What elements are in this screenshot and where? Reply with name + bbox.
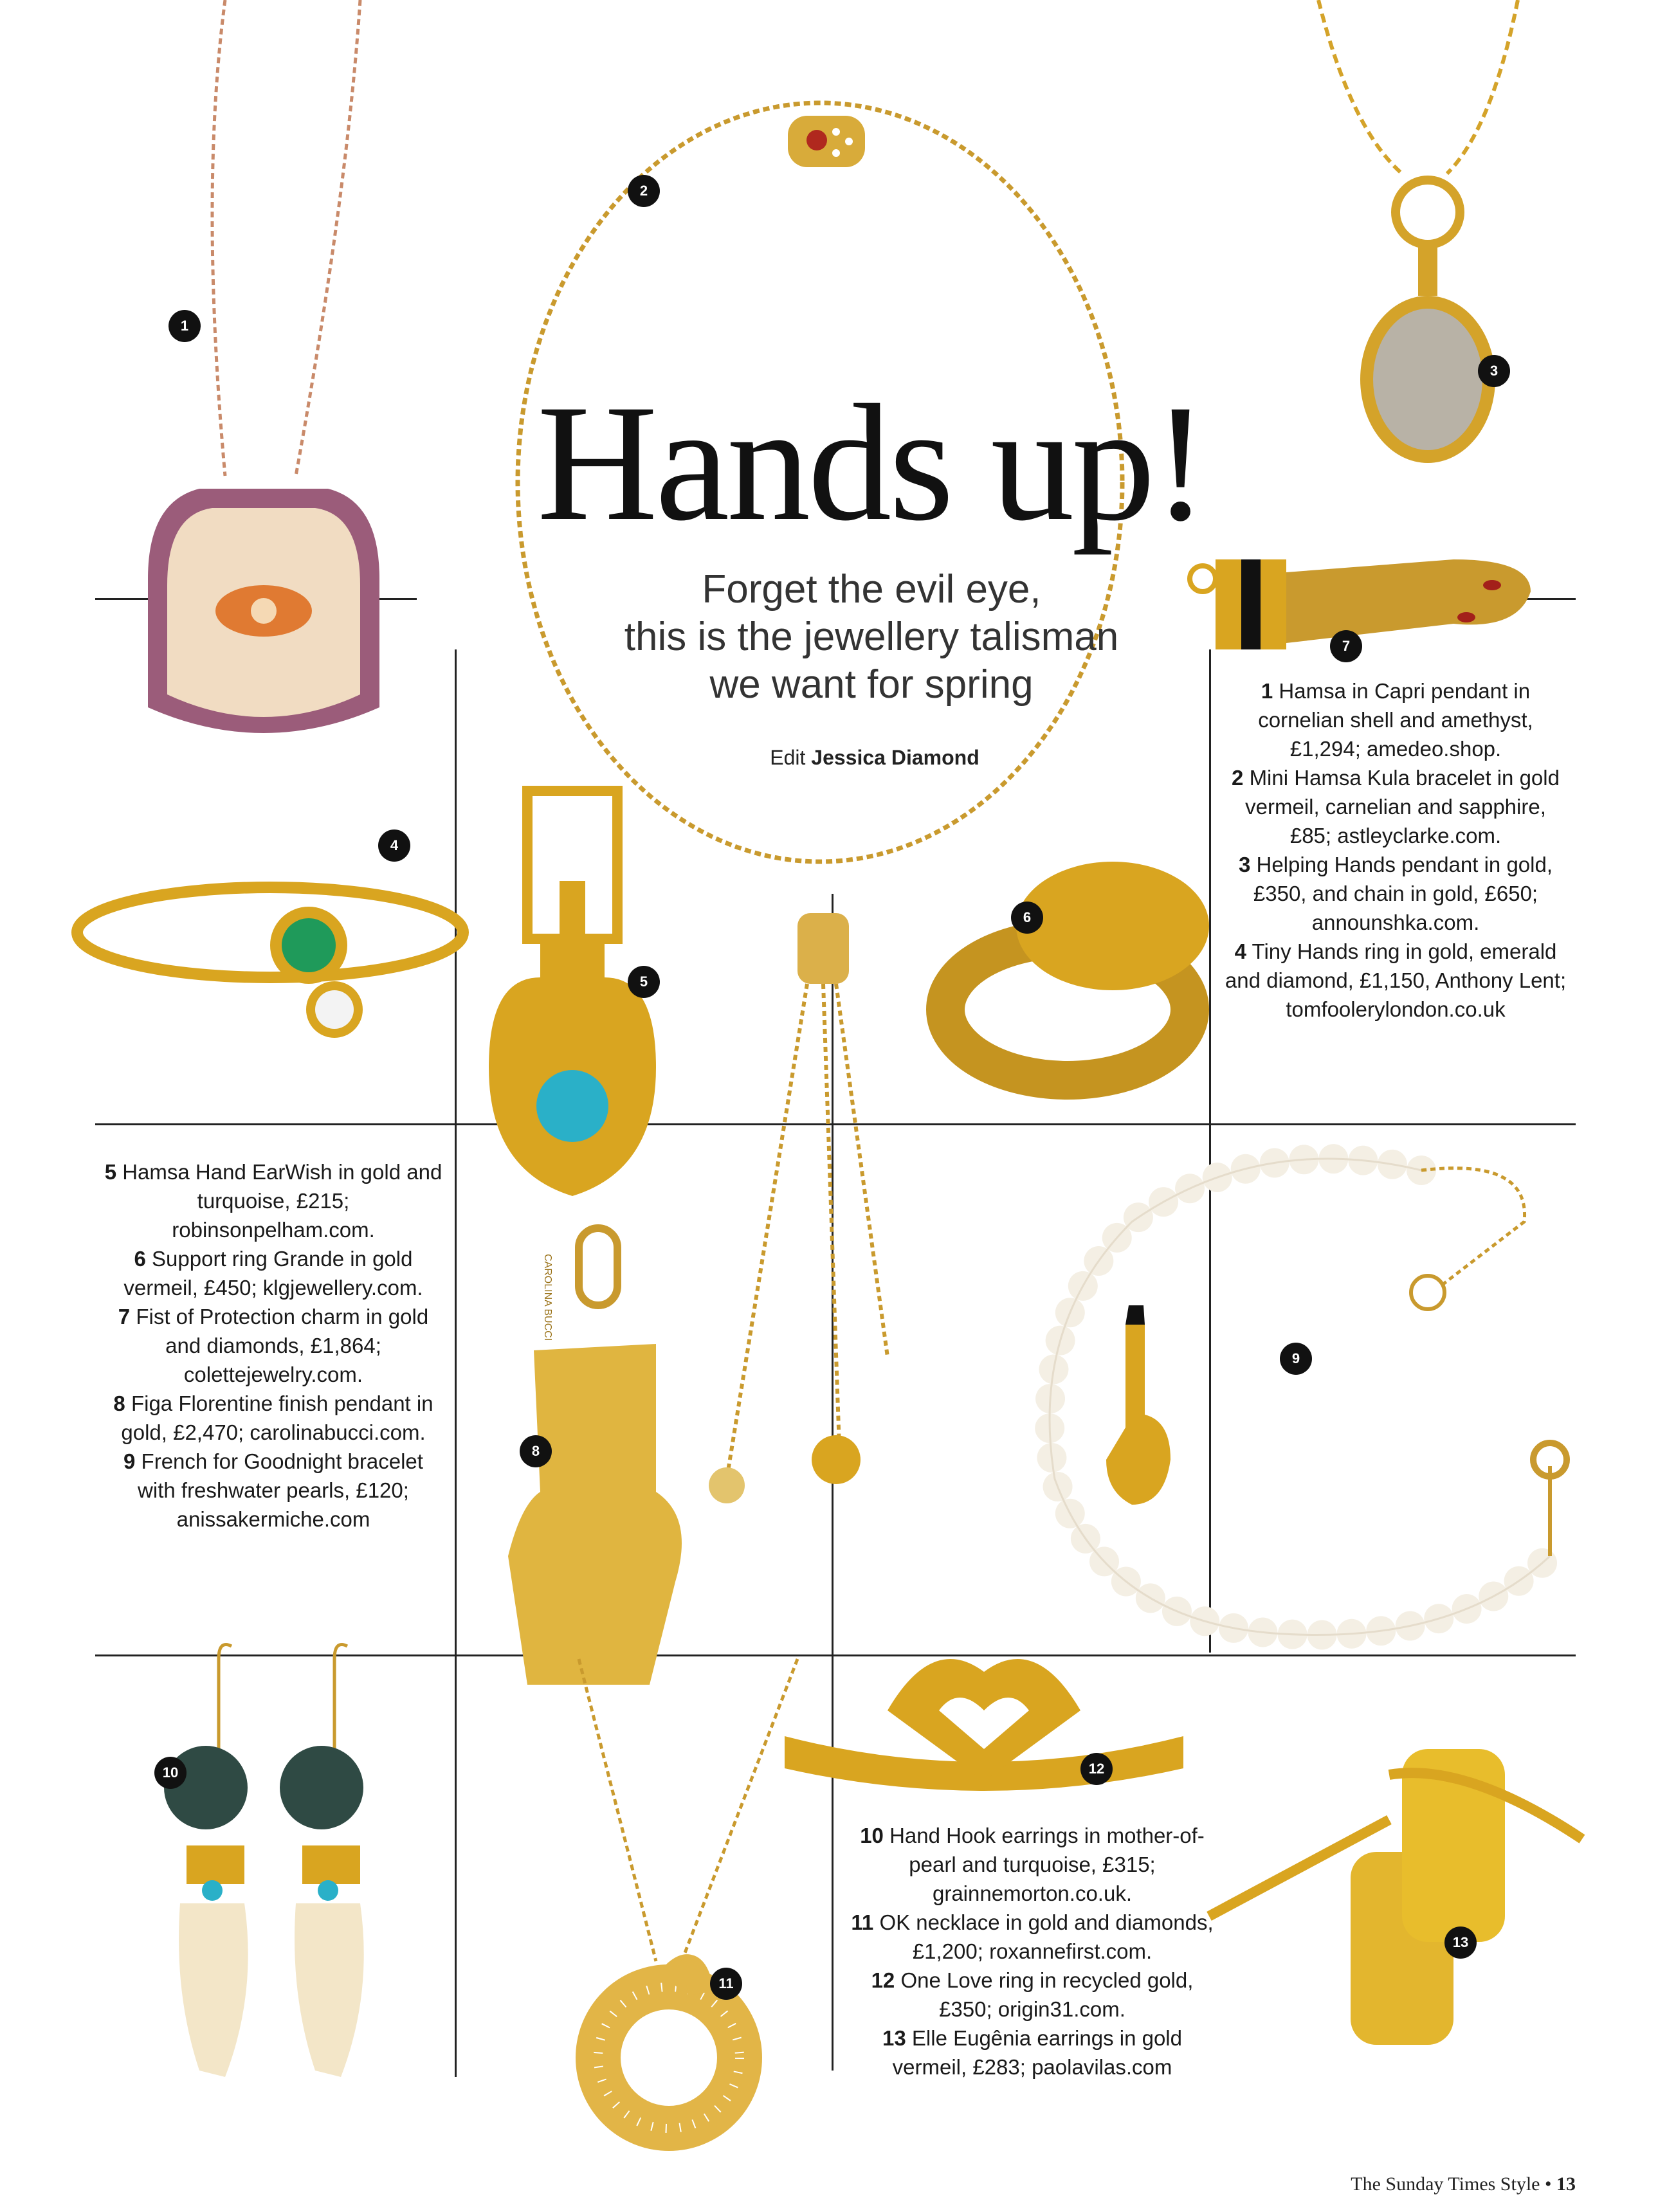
caption-line bbox=[103, 1302, 444, 1389]
page-number: 13 bbox=[1556, 2173, 1576, 2195]
figa-engraving: CAROLINA BUCCI bbox=[542, 1254, 553, 1341]
caption-text: Hamsa Hand EarWish in gold and turquoise, £215; robinsonpelham.com. bbox=[122, 1160, 442, 1242]
item-badge-13: 13 bbox=[1444, 1926, 1477, 1959]
caption-line bbox=[103, 1389, 444, 1447]
caption-line bbox=[103, 1244, 444, 1302]
caption-text: Fist of Protection charm in gold and diamonds, £1,864; colettejewelry.com. bbox=[136, 1305, 429, 1386]
caption-line bbox=[849, 2024, 1216, 2081]
caption-text: Helping Hands pendant in gold, £350, and chain in gold, £650; announshka.com. bbox=[1253, 853, 1553, 934]
byline bbox=[669, 746, 1080, 770]
item-badge-9: 9 bbox=[1280, 1343, 1312, 1375]
item-number: 2 bbox=[1232, 766, 1244, 790]
helping-hands-pendant-image bbox=[1299, 0, 1531, 476]
caption-line bbox=[1222, 763, 1569, 850]
item-number: 1 bbox=[1261, 679, 1273, 703]
caption-top-right bbox=[1222, 676, 1569, 1024]
caption-line bbox=[1222, 676, 1569, 763]
caption-text: OK necklace in gold and diamonds, £1,200; roxannefirst.com. bbox=[879, 1910, 1214, 1963]
item-badge-7: 7 bbox=[1330, 630, 1362, 662]
hamsa-pendant-image bbox=[103, 0, 424, 759]
item-number: 10 bbox=[860, 1824, 884, 1847]
hand-hook-earrings-image bbox=[148, 1633, 405, 2135]
item-badge-11: 11 bbox=[710, 1968, 742, 2000]
standfirst bbox=[527, 566, 1216, 709]
item-number: 11 bbox=[851, 1910, 874, 1934]
item-number: 13 bbox=[882, 2026, 906, 2050]
item-badge-4: 4 bbox=[378, 830, 410, 862]
byline-prefix: Edit bbox=[770, 746, 806, 769]
item-number: 12 bbox=[871, 1968, 895, 1992]
item-badge-3: 3 bbox=[1478, 355, 1510, 387]
item-badge-6: 6 bbox=[1011, 902, 1043, 934]
caption-text: Figa Florentine finish pendant in gold, £2,470; carolinabucci.com. bbox=[121, 1392, 433, 1444]
page-footer bbox=[1351, 2173, 1576, 2195]
page-title: Hands up! bbox=[537, 370, 1206, 556]
caption-text: Hamsa in Capri pendant in cornelian shell and amethyst, £1,294; amedeo.shop. bbox=[1258, 679, 1533, 761]
caption-text: French for Goodnight bracelet with freshwater pearls, £120; anissakermiche.com bbox=[138, 1449, 423, 1531]
caption-text: Tiny Hands ring in gold, emerald and diamond, £1,150, Anthony Lent; tomfoolerylondon.co.uk bbox=[1225, 939, 1567, 1021]
support-ring-image bbox=[920, 842, 1228, 1112]
caption-line bbox=[849, 1821, 1216, 1908]
caption-text: Elle Eugênia earrings in gold vermeil, £283; paolavilas.com bbox=[892, 2026, 1182, 2079]
caption-line bbox=[103, 1157, 444, 1244]
standfirst-line: Forget the evil eye, bbox=[702, 567, 1041, 612]
caption-line bbox=[849, 1908, 1216, 1966]
elle-eugenia-earrings-image bbox=[1196, 1736, 1608, 2058]
caption-line bbox=[1222, 850, 1569, 937]
item-badge-12: 12 bbox=[1080, 1753, 1113, 1785]
caption-text: Support ring Grande in gold vermeil, £450; klgjewellery.com. bbox=[123, 1247, 423, 1300]
item-number: 6 bbox=[134, 1247, 146, 1271]
caption-middle-left bbox=[103, 1157, 444, 1534]
caption-line bbox=[103, 1447, 444, 1534]
caption-bottom-middle bbox=[849, 1821, 1216, 2081]
tiny-hands-ring-image bbox=[51, 855, 502, 1061]
item-number: 4 bbox=[1234, 939, 1246, 963]
caption-text: Hand Hook earrings in mother-of-pearl and turquoise, £315; grainnemorton.co.uk. bbox=[889, 1824, 1205, 1905]
standfirst-line: we want for spring bbox=[709, 662, 1034, 707]
item-badge-2: 2 bbox=[628, 175, 660, 207]
item-number: 8 bbox=[113, 1392, 125, 1415]
caption-line bbox=[849, 1966, 1216, 2024]
one-love-ring-image bbox=[772, 1620, 1196, 1800]
item-number: 9 bbox=[123, 1449, 136, 1473]
item-number: 5 bbox=[104, 1160, 117, 1184]
footer-separator: • bbox=[1544, 2173, 1552, 2195]
caption-text: One Love ring in recycled gold, £350; origin31.com. bbox=[900, 1968, 1194, 2021]
caption-text: Mini Hamsa Kula bracelet in gold vermeil, carnelian and sapphire, £85; astleyclarke.com. bbox=[1245, 766, 1560, 848]
standfirst-line: this is the jewellery talisman bbox=[624, 615, 1119, 659]
byline-author: Jessica Diamond bbox=[811, 746, 979, 769]
publication-name: The Sunday Times Style bbox=[1351, 2173, 1540, 2195]
item-badge-5: 5 bbox=[628, 966, 660, 998]
item-number: 7 bbox=[118, 1305, 131, 1328]
caption-line bbox=[1222, 937, 1569, 1024]
item-badge-10: 10 bbox=[154, 1757, 187, 1789]
item-badge-1: 1 bbox=[169, 310, 201, 342]
fist-charm-image bbox=[1183, 534, 1544, 662]
pearl-bracelet-image bbox=[1003, 1145, 1582, 1685]
item-number: 3 bbox=[1238, 853, 1251, 876]
item-badge-8: 8 bbox=[520, 1435, 552, 1467]
